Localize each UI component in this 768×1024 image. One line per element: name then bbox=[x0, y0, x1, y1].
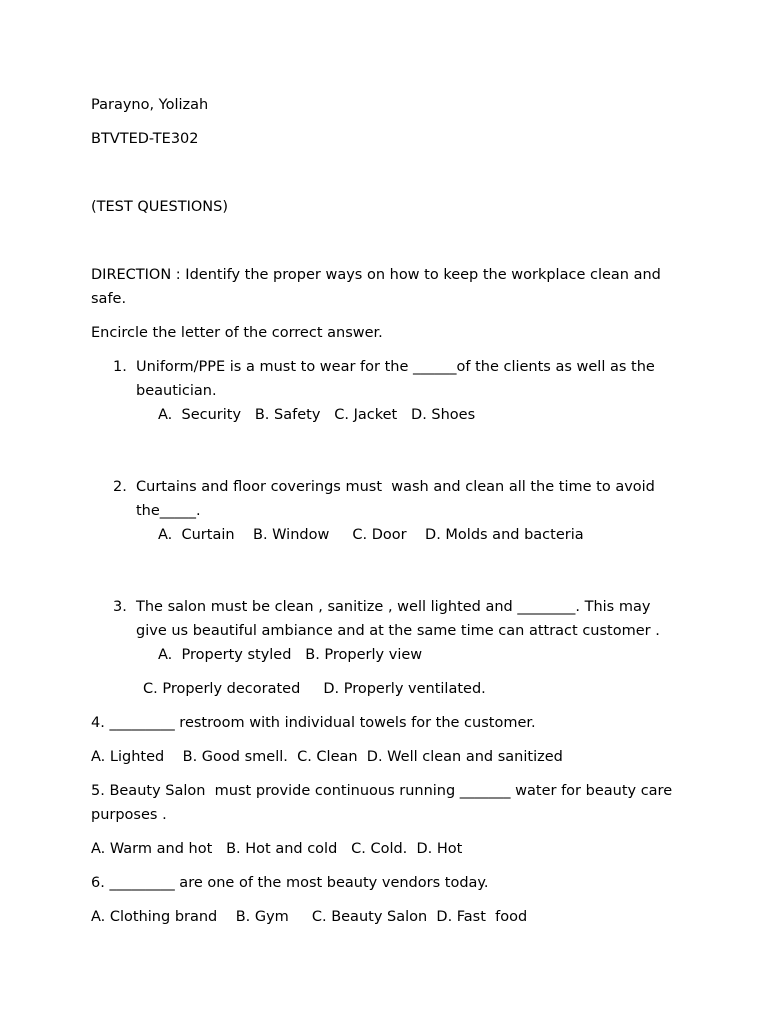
question-2-number: 2. bbox=[113, 479, 127, 495]
student-name: Parayno, Yolizah bbox=[91, 97, 209, 113]
question-5-text-line-1: 5. Beauty Salon must provide continuous running _______ water for beauty care bbox=[91, 783, 673, 799]
question-1-choices: A. Security B. Safety C. Jacket D. Shoes bbox=[158, 407, 476, 423]
question-1-text-line-2: beautician. bbox=[136, 383, 217, 399]
direction-line-1: DIRECTION : Identify the proper ways on how to keep the workplace clean and bbox=[91, 267, 661, 283]
question-3-text-line-1: The salon must be clean , sanitize , well lighted and ________. This may bbox=[136, 599, 651, 615]
test-title: (TEST QUESTIONS) bbox=[91, 199, 228, 215]
question-2-text-line-1: Curtains and floor coverings must wash and clean all the time to avoid bbox=[136, 479, 655, 495]
question-6-choices: A. Clothing brand B. Gym C. Beauty Salon D. Fast food bbox=[91, 909, 528, 925]
question-2-choices: A. Curtain B. Window C. Door D. Molds and bacteria bbox=[158, 527, 584, 543]
question-3-choices-2: C. Properly decorated D. Properly ventilated. bbox=[143, 681, 486, 697]
question-5-choices: A. Warm and hot B. Hot and cold C. Cold. D. Hot bbox=[91, 841, 463, 857]
question-2-text-line-2: the_____. bbox=[136, 503, 201, 519]
question-3-choices: A. Property styled B. Properly view bbox=[158, 647, 423, 663]
course-code: BTVTED-TE302 bbox=[91, 131, 199, 147]
question-4-choices: A. Lighted B. Good smell. C. Clean D. Well clean and sanitized bbox=[91, 749, 563, 765]
direction-line-2: safe. bbox=[91, 291, 127, 307]
question-1-number: 1. bbox=[113, 359, 127, 375]
question-1-text-line-1: Uniform/PPE is a must to wear for the ______of the clients as well as the bbox=[136, 359, 655, 375]
question-3-number: 3. bbox=[113, 599, 127, 615]
question-5-text-line-2: purposes . bbox=[91, 807, 167, 823]
question-3-text-line-2: give us beautiful ambiance and at the same time can attract customer . bbox=[136, 623, 660, 639]
question-4-text: 4. _________ restroom with individual towels for the customer. bbox=[91, 715, 536, 731]
question-6-text: 6. _________ are one of the most beauty vendors today. bbox=[91, 875, 489, 891]
instruction: Encircle the letter of the correct answer. bbox=[91, 325, 383, 341]
